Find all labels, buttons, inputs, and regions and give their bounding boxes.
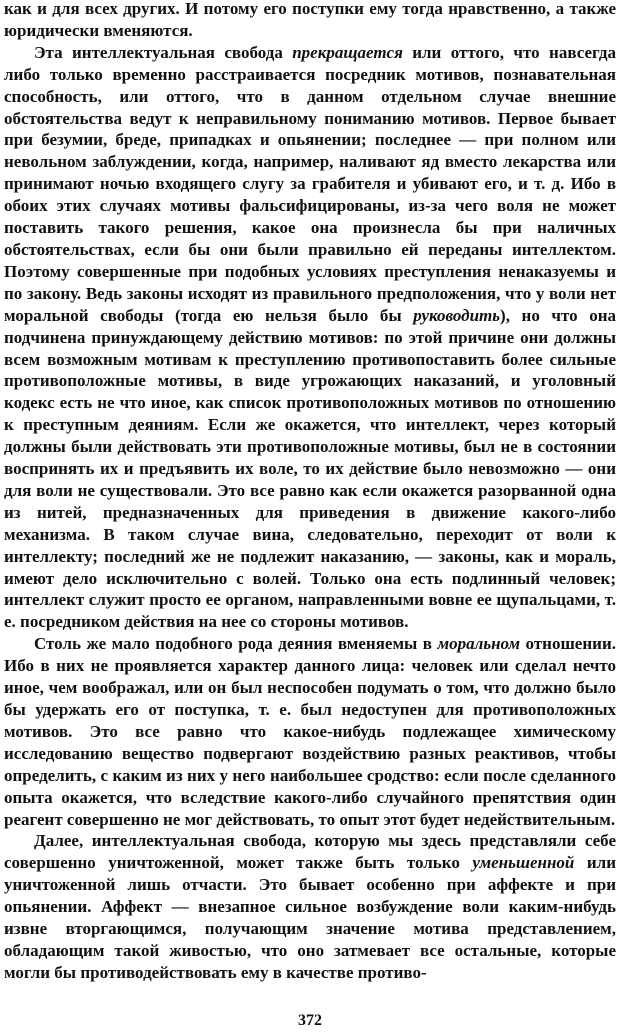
paragraph bbox=[4, 830, 616, 983]
text-run: или оттого, что навсегда либо только временно расстраивается посредник мотивов, познавательная способность, или оттого, что в данном отдельном случае внешние обстоятельства ведут к неправильному пониманию мотивов. Первое бывает при безумии, бреде, припадках и опьянении; последнее — при полном или невольном заблуждении, когда, например, наливают яд вместо лекарства или принимают ночью входящего слугу за грабителя и убивают его, и т. д. Ибо в обоих этих случаях мотивы фальсифицированы, из-за чего воля не может поставить такого решения, какое она произнесла бы при наличных обстоятельствах, если бы они были правильно ей переданы интеллектом. Поэтому совершенные при подобных условиях преступления ненаказуемы и по закону. Ведь законы исходят из правильного предположения, что у воли нет моральной свободы (тогда ею нельзя было бы bbox=[4, 42, 616, 325]
text-run: или уничтоженной лишь отчасти. Это бывает особенно при аффекте и при опьянении. Аффект — внезапное сильное возбуждение воли каким-нибудь извне вторгающимся, получающим значение мотива представлением, обладающим такой живостью, что оно затмевает все остальные, которые могли бы противодействовать ему в качестве противо- bbox=[4, 853, 616, 982]
text-run: как и для всех других. И потому его поступки ему тогда нравственно, а также юридически вменяются. bbox=[4, 0, 616, 40]
text-run: ), но что она подчинена принуждающему действию мотивов: по этой причине они должны всем возможным мотивам к преступлению противопоставить более сильные противоположные мотивы, в виде угрожающих наказаний, и уголовный кодекс есть не что иное, как список противоположных мотивов по отношению к преступным деяниям. Если же окажется, что интеллект, через который должны были действовать эти противоположные мотивы, был не в состоянии воспринять их и предъявить их воле, то их действие было невозможно — они для воли не существовали. Это все равно как если окажется разорванной одна из нитей, предназначенных для приведения в движение какого-либо механизма. В таком случае вина, следовательно, переходит от воли к интеллекту; последний же не подлежит наказанию, — законы, как и мораль, имеют дело исключительно с волей. Только она есть подлинный человек; интеллект служит просто ее органом, направленными вовне ее щупальцами, т. е. посредником действия на нее со стороны мотивов. bbox=[4, 305, 616, 632]
paragraph bbox=[4, 0, 616, 42]
text-run: Эта интеллектуальная свобода bbox=[34, 42, 293, 62]
text-run: отношении. Ибо в них не проявляется характер данного лица: человек или сделал нечто иное, чем воображал, или он был неспособен подумать о том, что должно было бы удержать его от поступка, т. е. был недоступен для противоположных мотивов. Это все равно что какое-нибудь подлежащее химическому исследованию вещество подвергают воздействию разных реактивов, чтобы определить, с каким из них у него наибольшее сродство: если после сделанного опыта окажется, что вследствие какого-либо случайного препятствия один реагент совершенно не мог действовать, то опыт этот будет недействительным. bbox=[4, 634, 616, 829]
text-run: Далее, интеллектуальная свобода, которую мы здесь представляли себе совершенно уничтоженной, может также быть только bbox=[4, 831, 616, 873]
page-number: 372 bbox=[298, 1012, 322, 1029]
text-run: Столь же мало подобного рода деяния вменяемы в bbox=[34, 634, 438, 654]
emphasized-text: прекращается bbox=[292, 42, 403, 62]
body-text bbox=[4, 0, 616, 984]
emphasized-text: уменьшенной bbox=[472, 853, 575, 873]
paragraph bbox=[4, 42, 616, 633]
paragraph bbox=[4, 633, 616, 830]
emphasized-text: моральном bbox=[437, 634, 521, 654]
emphasized-text: руководить bbox=[413, 305, 501, 325]
